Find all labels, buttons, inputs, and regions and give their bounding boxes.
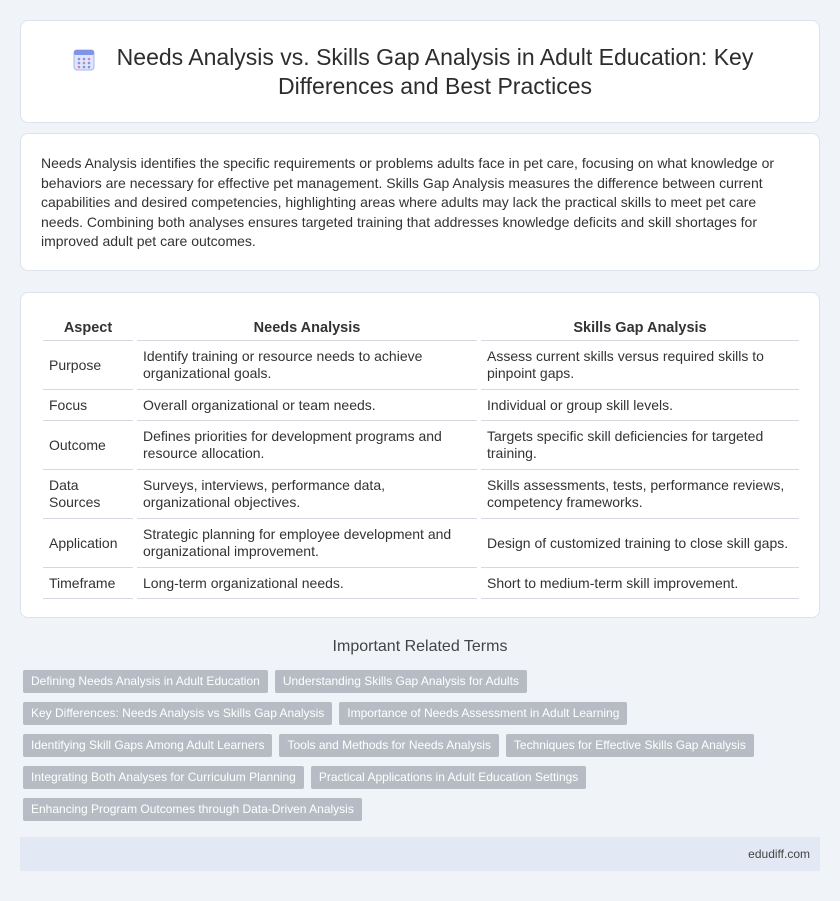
cell-aspect: Application bbox=[43, 519, 133, 568]
table-header-row bbox=[43, 311, 799, 341]
cell-needs-analysis: Overall organizational or team needs. bbox=[137, 390, 477, 421]
related-term-tag[interactable]: Practical Applications in Adult Education Settings bbox=[311, 766, 587, 789]
title-card bbox=[20, 20, 820, 123]
related-term-tag[interactable]: Importance of Needs Assessment in Adult Learning bbox=[339, 702, 627, 725]
cell-aspect: Focus bbox=[43, 390, 133, 421]
page-title: Needs Analysis vs. Skills Gap Analysis in Adult Education: Key Differences and Best Practices bbox=[116, 43, 754, 99]
table-row bbox=[43, 470, 799, 519]
cell-needs-analysis: Surveys, interviews, performance data, organizational objectives. bbox=[137, 470, 477, 519]
cell-skills-gap-analysis: Skills assessments, tests, performance reviews, competency frameworks. bbox=[481, 470, 799, 519]
table-row bbox=[43, 390, 799, 421]
intro-card bbox=[20, 133, 820, 271]
related-term-tag[interactable]: Tools and Methods for Needs Analysis bbox=[279, 734, 498, 757]
table-row bbox=[43, 568, 799, 599]
related-term-tag[interactable]: Key Differences: Needs Analysis vs Skills Gap Analysis bbox=[23, 702, 332, 725]
cell-skills-gap-analysis: Short to medium-term skill improvement. bbox=[481, 568, 799, 599]
related-terms-tags bbox=[23, 670, 813, 830]
cell-needs-analysis: Long-term organizational needs. bbox=[137, 568, 477, 599]
calendar-grid-icon bbox=[73, 47, 95, 71]
cell-needs-analysis: Identify training or resource needs to achieve organizational goals. bbox=[137, 341, 477, 390]
footer-site-link[interactable]: edudiff.com bbox=[748, 847, 810, 861]
cell-skills-gap-analysis: Assess current skills versus required skills to pinpoint gaps. bbox=[481, 341, 799, 390]
cell-aspect: Data Sources bbox=[43, 470, 133, 519]
cell-aspect: Purpose bbox=[43, 341, 133, 390]
related-term-tag[interactable]: Defining Needs Analysis in Adult Education bbox=[23, 670, 268, 693]
related-term-tag[interactable]: Enhancing Program Outcomes through Data-Driven Analysis bbox=[23, 798, 362, 821]
header-skills-gap-analysis: Skills Gap Analysis bbox=[481, 311, 799, 341]
footer bbox=[20, 837, 820, 871]
cell-aspect: Outcome bbox=[43, 421, 133, 470]
cell-aspect: Timeframe bbox=[43, 568, 133, 599]
intro-text: Needs Analysis identifies the specific requirements or problems adults face in pet care, focusing on what knowledge or behaviors are necessary for effective pet management. Skills Gap Analysis measures the difference between current capabilities and desired competencies, highlighting areas where adults may lack the practical skills to meet pet care needs. Combining both analyses ensures targeted training that addresses knowledge deficits and skill shortages for improved adult pet care outcomes. bbox=[41, 155, 775, 249]
cell-needs-analysis: Strategic planning for employee development and organizational improvement. bbox=[137, 519, 477, 568]
cell-skills-gap-analysis: Design of customized training to close skill gaps. bbox=[481, 519, 799, 568]
related-term-tag[interactable]: Understanding Skills Gap Analysis for Adults bbox=[275, 670, 527, 693]
table-row bbox=[43, 341, 799, 390]
related-term-tag[interactable]: Techniques for Effective Skills Gap Analysis bbox=[506, 734, 754, 757]
comparison-table bbox=[43, 311, 799, 599]
comparison-table-card bbox=[20, 292, 820, 618]
table-row bbox=[43, 421, 799, 470]
related-term-tag[interactable]: Identifying Skill Gaps Among Adult Learners bbox=[23, 734, 272, 757]
header-needs-analysis: Needs Analysis bbox=[137, 311, 477, 341]
header-aspect: Aspect bbox=[43, 311, 133, 341]
table-row bbox=[43, 519, 799, 568]
cell-needs-analysis: Defines priorities for development programs and resource allocation. bbox=[137, 421, 477, 470]
cell-skills-gap-analysis: Targets specific skill deficiencies for targeted training. bbox=[481, 421, 799, 470]
related-terms-title: Important Related Terms bbox=[332, 638, 508, 655]
related-term-tag[interactable]: Integrating Both Analyses for Curriculum Planning bbox=[23, 766, 304, 789]
cell-skills-gap-analysis: Individual or group skill levels. bbox=[481, 390, 799, 421]
